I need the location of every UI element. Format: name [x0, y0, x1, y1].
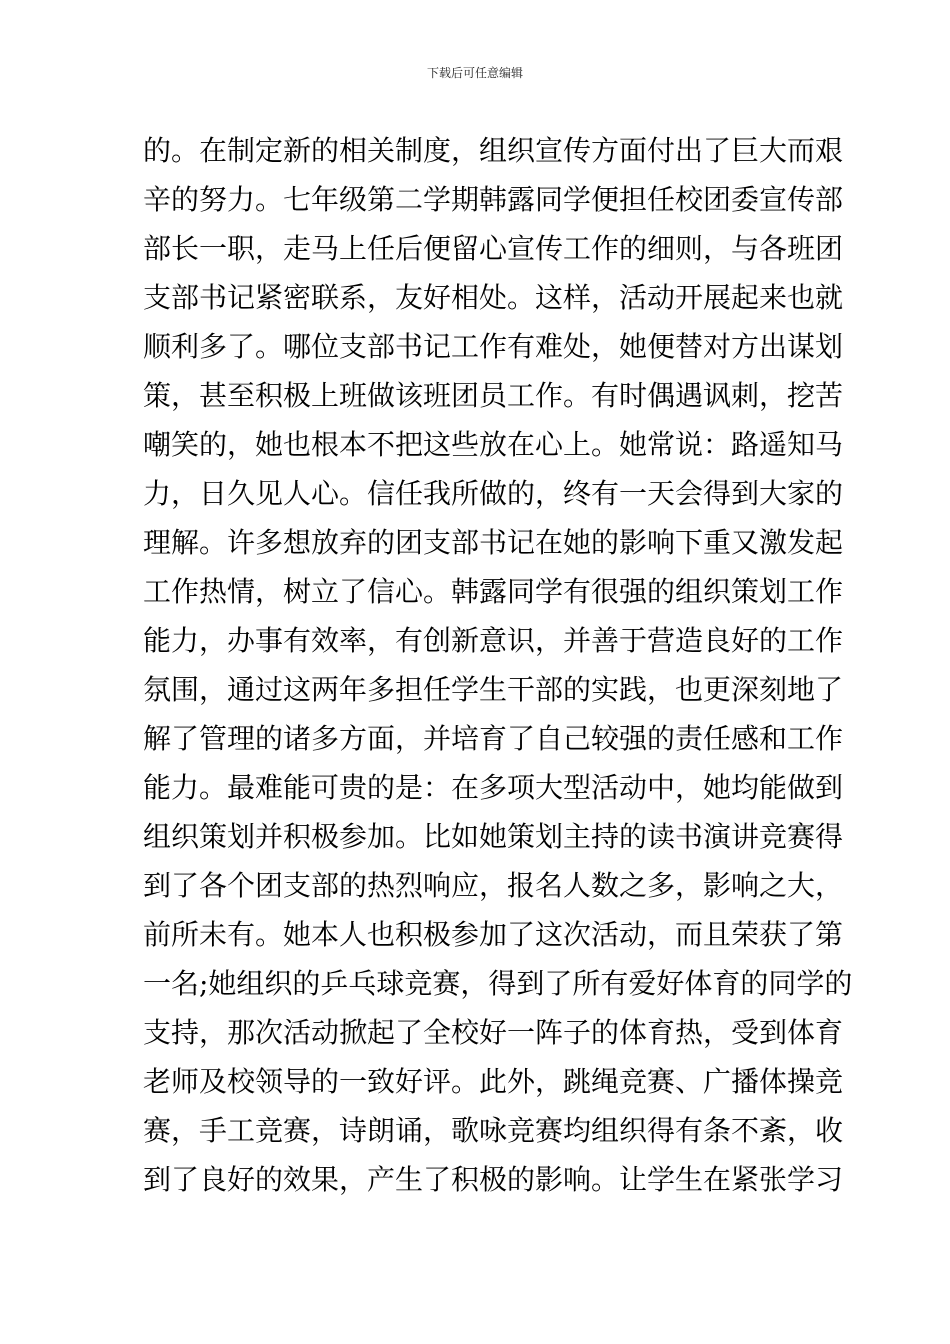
- text-line: 理解。许多想放弃的团支部书记在她的影响下重又激发起: [143, 526, 844, 559]
- text-line: 氛围，通过这两年多担任学生干部的实践，也更深刻地了: [143, 673, 844, 706]
- text-line: 能力。最难能可贵的是：在多项大型活动中，她均能做到: [143, 771, 844, 804]
- text-line: 组织策划并积极参加。比如她策划主持的读书演讲竞赛得: [143, 820, 844, 853]
- text-line: 一名;她组织的乒乓球竞赛，得到了所有爱好体育的同学的: [143, 967, 853, 1000]
- text-line: 能力，办事有效率，有创新意识，并善于营造良好的工作: [143, 624, 844, 657]
- page-header: 下载后可任意编辑: [426, 66, 523, 80]
- text-line: 部长一职，走马上任后便留心宣传工作的细则，与各班团: [143, 232, 844, 265]
- text-line: 赛，手工竞赛，诗朗诵，歌咏竞赛均组织得有条不紊，收: [143, 1114, 844, 1147]
- text-line: 到了良好的效果，产生了积极的影响。让学生在紧张学习: [143, 1163, 844, 1196]
- text-line: 解了管理的诸多方面，并培育了自己较强的责任感和工作: [143, 722, 844, 755]
- text-line: 支部书记紧密联系，友好相处。这样，活动开展起来也就: [143, 281, 844, 314]
- text-line: 辛的努力。七年级第二学期韩露同学便担任校团委宣传部: [143, 183, 844, 216]
- text-line: 工作热情，树立了信心。韩露同学有很强的组织策划工作: [143, 575, 844, 608]
- text-line: 策，甚至积极上班做该班团员工作。有时偶遇讽刺，挖苦: [143, 379, 844, 412]
- text-line: 到了各个团支部的热烈响应，报名人数之多，影响之大，: [143, 869, 844, 902]
- text-line: 的。在制定新的相关制度，组织宣传方面付出了巨大而艰: [143, 134, 844, 167]
- text-line: 顺利多了。哪位支部书记工作有难处，她便替对方出谋划: [143, 330, 844, 363]
- text-line: 老师及校领导的一致好评。此外，跳绳竞赛、广播体操竞: [143, 1065, 844, 1098]
- text-line: 支持，那次活动掀起了全校好一阵子的体育热，受到体育: [143, 1016, 844, 1049]
- text-line: 嘲笑的，她也根本不把这些放在心上。她常说：路遥知马: [143, 428, 844, 461]
- body-text: [143, 126, 853, 1204]
- text-line: 前所未有。她本人也积极参加了这次活动，而且荣获了第: [143, 918, 844, 951]
- text-line: 力，日久见人心。信任我所做的，终有一天会得到大家的: [143, 477, 844, 510]
